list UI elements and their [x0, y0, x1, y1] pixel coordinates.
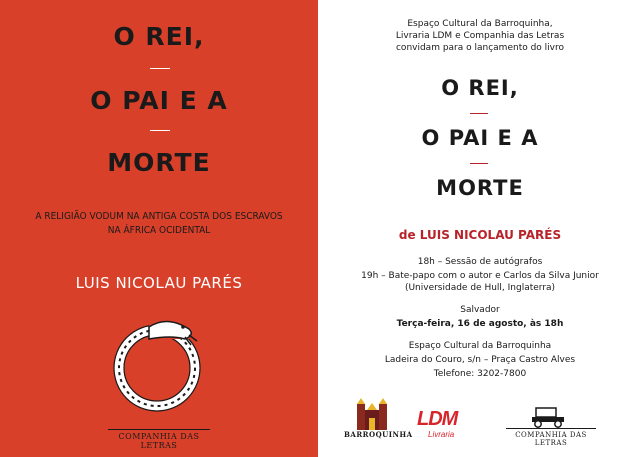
invitation: [320, 0, 640, 457]
invite-title-rule-1: [470, 113, 488, 114]
publisher-rule: [108, 429, 210, 430]
book-cover: [0, 0, 318, 457]
antique-car-icon: [528, 406, 568, 428]
cover-subtitle-line-1: A RELIGIÃO VODUM NA ANTIGA COSTA DOS ESCRAVOS: [35, 211, 283, 222]
cover-author: LUIS NICOLAU PARÉS: [75, 274, 243, 292]
ldm-logo: LDM: [417, 408, 458, 430]
invite-title-line-3: MORTE: [436, 176, 524, 200]
cover-subtitle-line-2: NA ÁFRICA OCIDENTAL: [107, 225, 211, 236]
event-city: Salvador: [460, 305, 500, 315]
companhia-logo-label: COMPANHIA DAS LETRAS: [515, 431, 587, 447]
barroquinha-logo-label: BARROQUINHA: [344, 430, 413, 439]
invite-title-rule-2: [470, 163, 488, 164]
invite-title-line-1: O REI,: [441, 76, 519, 100]
serpent-emblem-icon: [109, 313, 209, 413]
schedule-line-3: (Universidade de Hull, Inglaterra): [404, 283, 556, 293]
schedule-line-2: 19h – Bate-papo com o autor e Carlos da Silva Junior: [361, 271, 599, 281]
intro-line-2: Livraria LDM e Companhia das Letras: [395, 31, 565, 41]
intro-line-3: convidam para o lançamento do livro: [395, 43, 565, 53]
invite-title-line-2: O PAI E A: [421, 126, 539, 150]
cover-title-rule-2: [150, 130, 170, 131]
ldm-logo-sub: Livraria: [428, 430, 455, 439]
cover-publisher: COMPANHIA DAS LETRAS: [118, 432, 200, 450]
cover-title-rule-1: [150, 68, 170, 69]
companhia-rule: [506, 428, 596, 429]
venue-line-2: Ladeira do Couro, s/n – Praça Castro Alves: [384, 355, 576, 365]
event-date: Terça-feira, 16 de agosto, às 18h: [396, 319, 564, 329]
invite-author: de LUIS NICOLAU PARÉS: [398, 228, 562, 242]
venue-line-3: Telefone: 3202-7800: [433, 369, 527, 379]
cover-title-line-2: O PAI E A: [90, 86, 228, 115]
schedule-line-1: 18h – Sessão de autógrafos: [417, 257, 543, 267]
cover-title-line-1: O REI,: [113, 22, 205, 51]
barroquinha-logo-icon: [355, 398, 389, 430]
intro-line-1: Espaço Cultural da Barroquinha,: [407, 19, 553, 29]
venue-line-1: Espaço Cultural da Barroquinha: [408, 341, 552, 351]
cover-title-line-3: MORTE: [107, 148, 211, 177]
